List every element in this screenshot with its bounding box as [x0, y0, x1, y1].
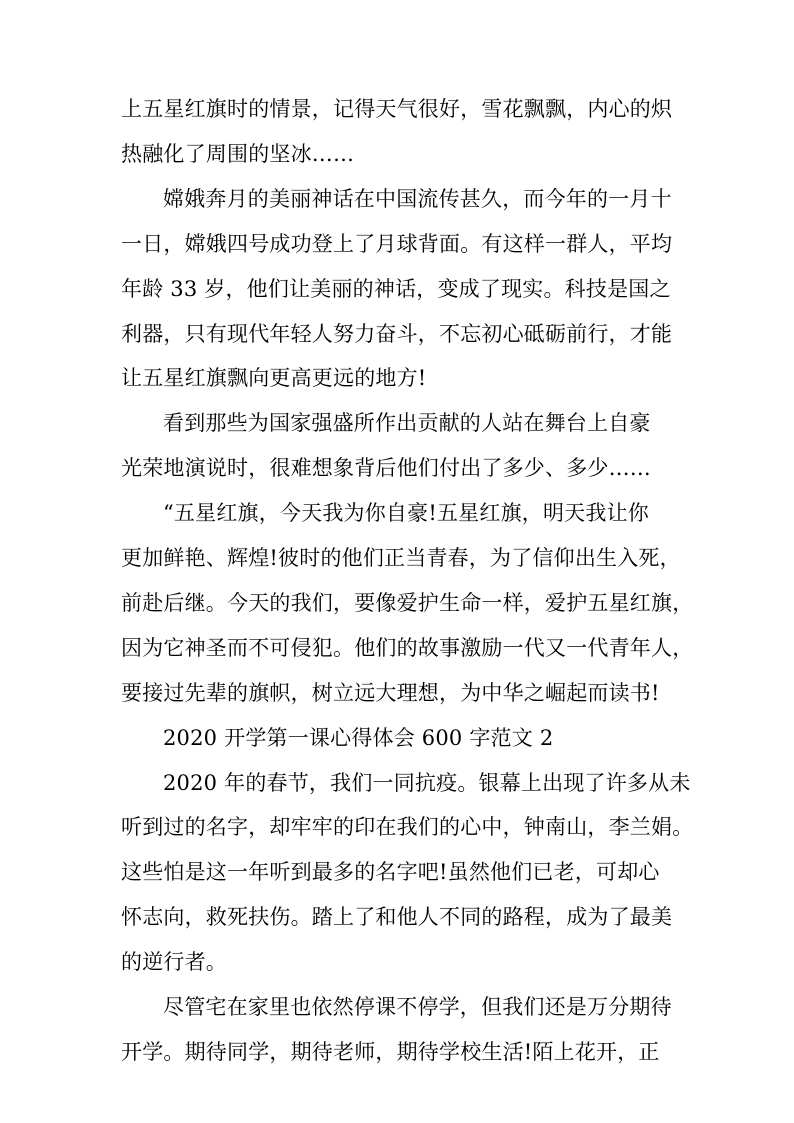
text-line: 开学。期待同学，期待老师，期待学校生活!陌上花开，正	[121, 1039, 660, 1064]
text-line: 前赴后继。今天的我们，要像爱护生命一样，爱护五星红旗，	[121, 590, 694, 615]
text-line: 尽管宅在家里也依然停课不停学，但我们还是万分期待	[163, 995, 672, 1019]
text-line: 一日，嫦娥四号成功登上了月球背面。有这样一群人，平均	[121, 231, 673, 256]
text-line: 听到过的名字，却牢牢的印在我们的心中，钟南山，李兰娟。	[121, 815, 694, 840]
text-line: 利器，只有现代年轻人努力奋斗，不忘初心砥砺前行，才能	[121, 321, 673, 346]
text-line: 更加鲜艳、辉煌!彼时的他们正当青春，为了信仰出生入死，	[121, 546, 681, 570]
text-line: 热融化了周围的坚冰……	[121, 141, 355, 166]
text-line: 这些怕是这一年听到最多的名字吧!虽然他们已老，可却心	[121, 860, 660, 885]
text-line: 2020 年的春节，我们一同抗疫。银幕上出现了许多从未	[163, 770, 691, 795]
text-line: 让五星红旗飘向更高更远的地方!	[121, 366, 427, 391]
text-line: 因为它神圣而不可侵犯。他们的故事激励一代又一代青年人，	[121, 635, 694, 660]
text-line: 怀志向，救死扶伤。踏上了和他人不同的路程，成为了最美	[121, 905, 673, 930]
text-line: 上五星红旗时的情景，记得天气很好，雪花飘飘，内心的炽	[121, 97, 673, 121]
text-line: 看到那些为国家强盛所作出贡献的人站在舞台上自豪	[163, 411, 651, 436]
text-line: 的逆行者。	[121, 950, 227, 975]
text-line: 年龄 33 岁，他们让美丽的神话，变成了现实。科技是国之	[121, 276, 671, 301]
text-line: 嫦娥奔月的美丽神话在中国流传甚久，而今年的一月十	[163, 186, 672, 211]
section-heading: 2020 开学第一课心得体会 600 字范文 2	[163, 725, 554, 750]
text-line: 要接过先辈的旗帜，树立远大理想，为中华之崛起而读书!	[121, 680, 660, 705]
text-line: “五星红旗，今天我为你自豪!五星红旗，明天我让你	[163, 501, 649, 526]
text-line: 光荣地演说时，很难想象背后他们付出了多少、多少……	[121, 456, 651, 481]
